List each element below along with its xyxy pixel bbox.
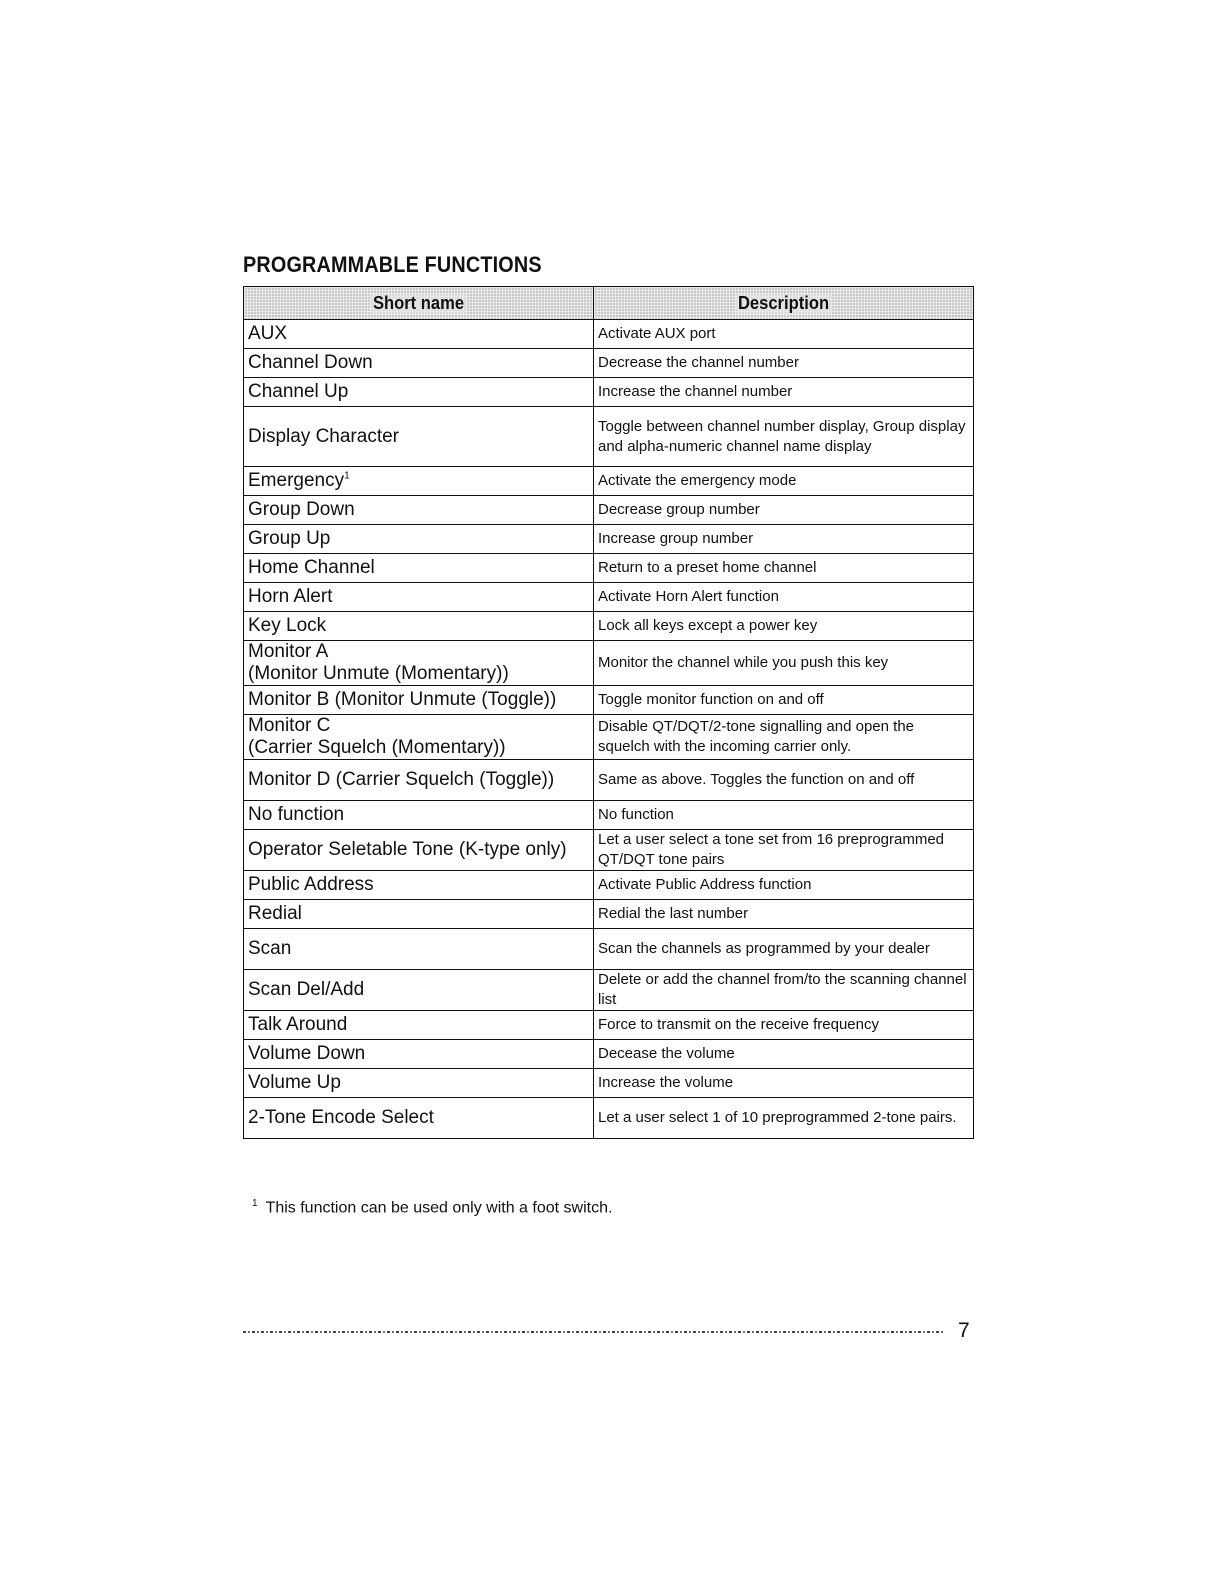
description-cell: Activate Public Address function <box>594 871 974 900</box>
description-cell: Lock all keys except a power key <box>594 612 974 641</box>
description-cell: Force to transmit on the receive frequency <box>594 1011 974 1040</box>
description-cell: Delete or add the channel from/to the scanning channel list <box>594 970 974 1011</box>
short-name-text: Monitor C (Carrier Squelch (Momentary)) <box>248 715 506 758</box>
short-name-cell <box>244 378 594 407</box>
short-name-text: Redial <box>248 903 302 924</box>
description-cell: Scan the channels as programmed by your dealer <box>594 929 974 970</box>
short-name-cell <box>244 900 594 929</box>
short-name-text: Channel Up <box>248 381 349 402</box>
short-name-text: Monitor D (Carrier Squelch (Toggle)) <box>248 769 555 790</box>
table-row <box>244 970 974 1011</box>
short-name-text: Talk Around <box>248 1014 348 1035</box>
description-cell: Increase group number <box>594 525 974 554</box>
short-name-text: Monitor B (Monitor Unmute (Toggle)) <box>248 689 557 710</box>
table-row <box>244 1069 974 1098</box>
column-header-short-name: Short name <box>244 287 594 320</box>
table-row <box>244 641 974 686</box>
description-cell: Activate the emergency mode <box>594 467 974 496</box>
table-row <box>244 525 974 554</box>
short-name-text: Key Lock <box>248 615 327 636</box>
description-cell: Activate Horn Alert function <box>594 583 974 612</box>
short-name-text: Channel Down <box>248 352 373 373</box>
short-name-text: Operator Seletable Tone (K-type only) <box>248 839 567 860</box>
description-cell: Decrease group number <box>594 496 974 525</box>
short-name-cell <box>244 407 594 467</box>
table-row <box>244 467 974 496</box>
table-row <box>244 871 974 900</box>
short-name-text: Group Down <box>248 499 355 520</box>
short-name-text: Home Channel <box>248 557 375 578</box>
description-cell: Disable QT/DQT/2-tone signalling and open the squelch with the incoming carrier only. <box>594 715 974 760</box>
short-name-cell <box>244 641 594 686</box>
description-cell: Toggle between channel number display, Group display and alpha-numeric channel name display <box>594 407 974 467</box>
short-name-cell <box>244 349 594 378</box>
short-name-text: Group Up <box>248 528 331 549</box>
short-name-text: 2-Tone Encode Select <box>248 1107 434 1128</box>
description-cell: Increase the channel number <box>594 378 974 407</box>
table-header-row <box>244 287 974 320</box>
short-name-cell <box>244 496 594 525</box>
table-row <box>244 496 974 525</box>
section-title: PROGRAMMABLE FUNCTIONS <box>243 252 542 277</box>
footnote-text: This function can be used only with a foot switch. <box>265 1199 613 1217</box>
table-row <box>244 407 974 467</box>
short-name-text: Horn Alert <box>248 586 333 607</box>
programmable-functions-table <box>243 286 974 1139</box>
table-row <box>244 830 974 871</box>
description-cell: Redial the last number <box>594 900 974 929</box>
short-name-text: Volume Down <box>248 1043 366 1064</box>
short-name-text: Monitor A (Monitor Unmute (Momentary)) <box>248 641 509 684</box>
table-row <box>244 378 974 407</box>
short-name-cell <box>244 970 594 1011</box>
description-cell: Toggle monitor function on and off <box>594 686 974 715</box>
short-name-cell <box>244 830 594 871</box>
description-cell: Same as above. Toggles the function on and off <box>594 760 974 801</box>
table-row <box>244 349 974 378</box>
short-name-text: Public Address <box>248 874 374 895</box>
table-row <box>244 1011 974 1040</box>
short-name-cell <box>244 686 594 715</box>
short-name-cell <box>244 760 594 801</box>
description-cell: Monitor the channel while you push this key <box>594 641 974 686</box>
description-cell: Decrease the channel number <box>594 349 974 378</box>
short-name-cell <box>244 1069 594 1098</box>
table-row <box>244 1040 974 1069</box>
table-row <box>244 900 974 929</box>
short-name-cell <box>244 801 594 830</box>
short-name-text: Display Character <box>248 425 399 447</box>
table-row <box>244 554 974 583</box>
short-name-cell <box>244 1040 594 1069</box>
footer-rule <box>243 1331 943 1333</box>
description-cell: Let a user select a tone set from 16 preprogrammed QT/DQT tone pairs <box>594 830 974 871</box>
description-cell: Let a user select 1 of 10 preprogrammed 2-tone pairs. <box>594 1098 974 1139</box>
table-row <box>244 801 974 830</box>
short-name-cell <box>244 1098 594 1139</box>
table-body <box>244 320 974 1139</box>
short-name-cell <box>244 554 594 583</box>
short-name-cell <box>244 871 594 900</box>
description-cell: Activate AUX port <box>594 320 974 349</box>
description-cell: Decease the volume <box>594 1040 974 1069</box>
table-row <box>244 612 974 641</box>
page-number: 7 <box>958 1319 970 1342</box>
table-row <box>244 760 974 801</box>
footnote-reference: 1 <box>344 470 350 482</box>
short-name-cell <box>244 612 594 641</box>
description-cell: Increase the volume <box>594 1069 974 1098</box>
footnote <box>252 1198 612 1217</box>
short-name-cell <box>244 320 594 349</box>
short-name-cell <box>244 467 594 496</box>
short-name-text: AUX <box>248 323 288 344</box>
short-name-cell <box>244 929 594 970</box>
footnote-mark: 1 <box>252 1198 258 1209</box>
description-cell: No function <box>594 801 974 830</box>
short-name-text: Scan <box>248 938 292 959</box>
column-header-description: Description <box>594 287 974 320</box>
table-row <box>244 320 974 349</box>
table-row <box>244 1098 974 1139</box>
short-name-cell <box>244 1011 594 1040</box>
short-name-cell <box>244 583 594 612</box>
table-row <box>244 686 974 715</box>
description-cell: Return to a preset home channel <box>594 554 974 583</box>
short-name-text: Scan Del/Add <box>248 979 365 1000</box>
short-name-text: No function <box>248 804 345 825</box>
short-name-text: Volume Up <box>248 1072 341 1093</box>
table-row <box>244 715 974 760</box>
table-row <box>244 929 974 970</box>
short-name-cell <box>244 525 594 554</box>
short-name-cell <box>244 715 594 760</box>
short-name-text: Emergency <box>248 470 345 491</box>
table-row <box>244 583 974 612</box>
